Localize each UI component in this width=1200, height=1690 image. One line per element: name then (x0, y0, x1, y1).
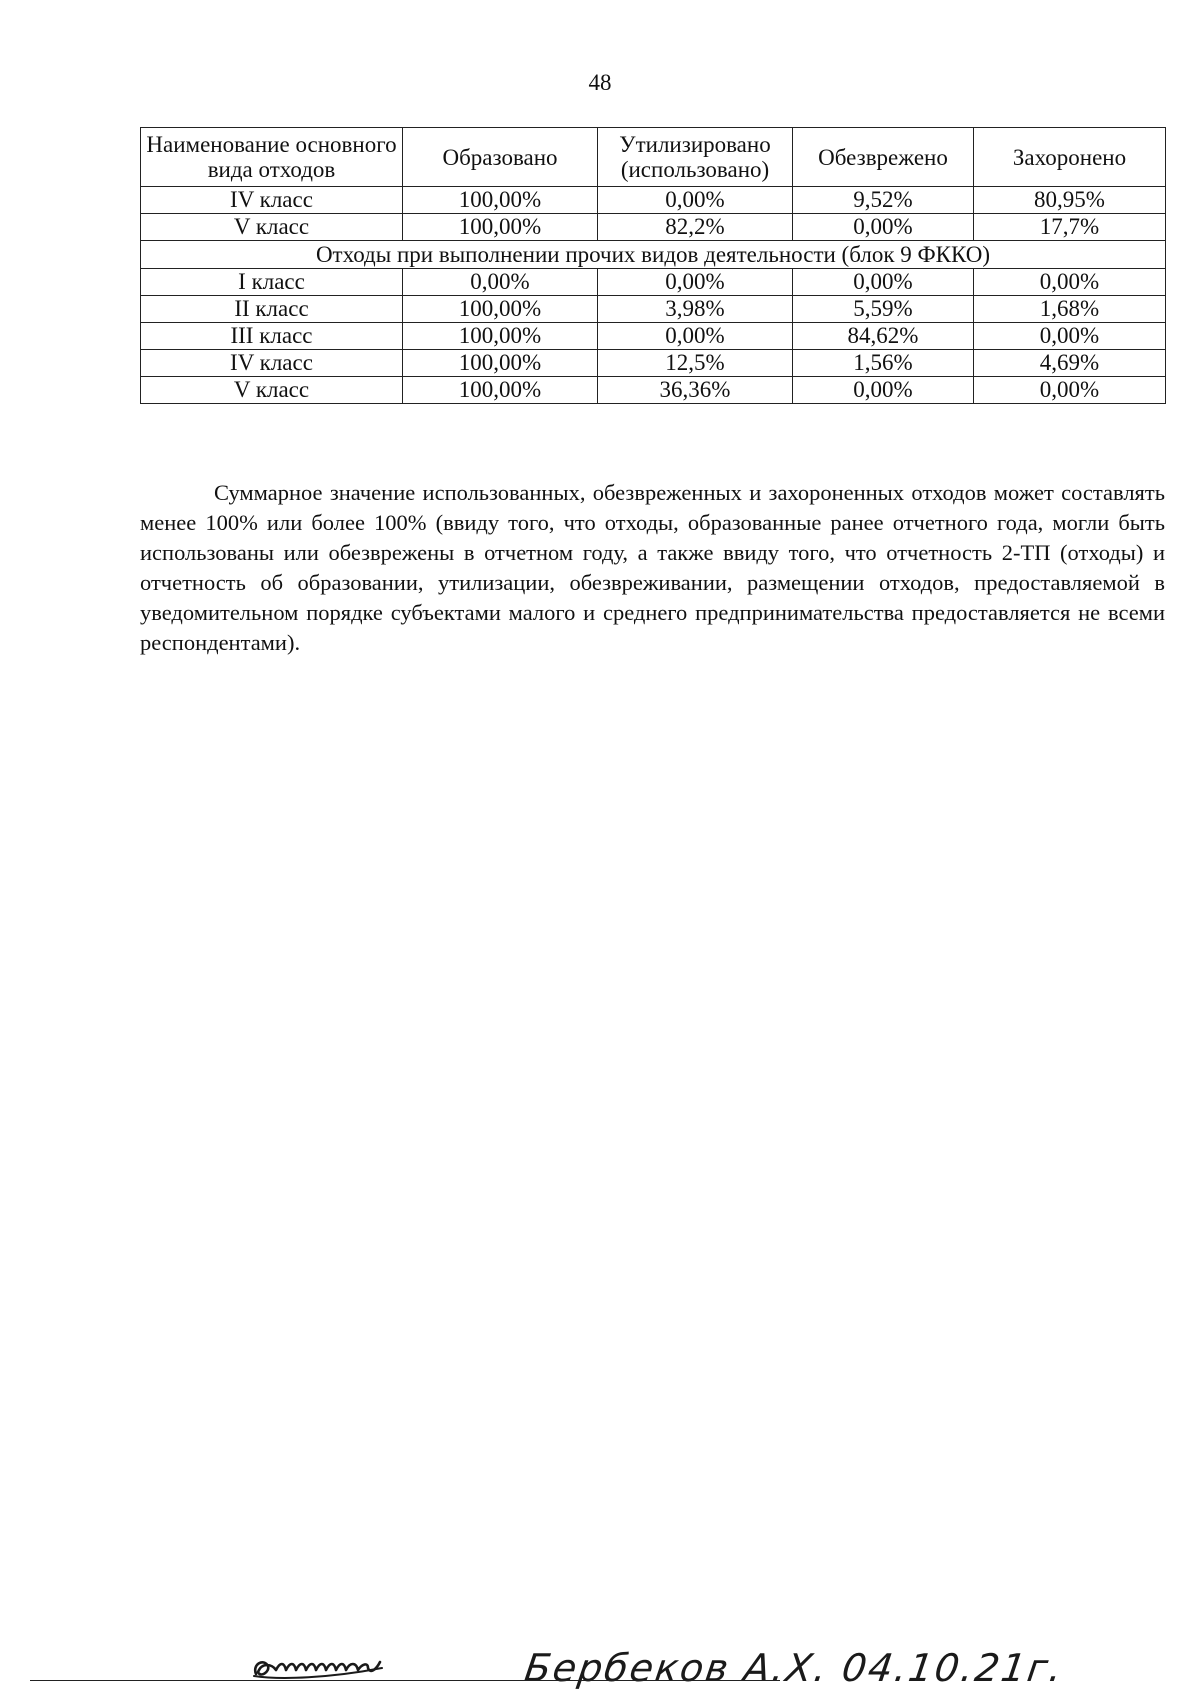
table-row (141, 323, 1166, 350)
table-row (141, 350, 1166, 377)
cell: 9,52% (793, 187, 974, 214)
cell: 4,69% (974, 350, 1166, 377)
cell: 100,00% (403, 377, 598, 404)
cell: 3,98% (598, 296, 793, 323)
cell: 36,36% (598, 377, 793, 404)
cell: 0,00% (793, 269, 974, 296)
cell: 82,2% (598, 214, 793, 241)
table-row (141, 296, 1166, 323)
cell: II класс (141, 296, 403, 323)
cell: I класс (141, 269, 403, 296)
cell: 5,59% (793, 296, 974, 323)
table-row (141, 269, 1166, 296)
section-title: Отходы при выполнении прочих видов деятельности (блок 9 ФККО) (141, 241, 1166, 269)
header-waste-type: Наименование основного вида отходов (141, 128, 403, 187)
bottom-rule (30, 1680, 780, 1681)
cell: III класс (141, 323, 403, 350)
handwritten-note: Бербеков А.Х. 04.10.21г. (521, 1646, 1067, 1690)
table-row (141, 377, 1166, 404)
table-row (141, 187, 1166, 214)
header-neutralized: Обезврежено (793, 128, 974, 187)
cell: 0,00% (974, 269, 1166, 296)
cell: 0,00% (974, 377, 1166, 404)
cell: 12,5% (598, 350, 793, 377)
table-header-row (141, 128, 1166, 187)
signature-area (250, 1648, 1130, 1688)
cell: 1,68% (974, 296, 1166, 323)
cell: 100,00% (403, 350, 598, 377)
handwritten-signature (250, 1648, 440, 1684)
cell: 100,00% (403, 187, 598, 214)
cell: 0,00% (598, 269, 793, 296)
cell: 80,95% (974, 187, 1166, 214)
header-utilized: Утилизировано (использовано) (598, 128, 793, 187)
cell: 17,7% (974, 214, 1166, 241)
cell: IV класс (141, 350, 403, 377)
cell: 100,00% (403, 296, 598, 323)
table-row (141, 214, 1166, 241)
cell: IV класс (141, 187, 403, 214)
cell: 0,00% (793, 214, 974, 241)
cell: 0,00% (974, 323, 1166, 350)
cell: V класс (141, 377, 403, 404)
cell: 0,00% (403, 269, 598, 296)
waste-statistics-table (140, 127, 1166, 404)
page-number: 48 (588, 70, 612, 95)
header-buried: Захоронено (974, 128, 1166, 187)
section-title-row (141, 241, 1166, 269)
cell: 0,00% (793, 377, 974, 404)
cell: 84,62% (793, 323, 974, 350)
cell: V класс (141, 214, 403, 241)
cell: 100,00% (403, 323, 598, 350)
cell: 1,56% (793, 350, 974, 377)
cell: 0,00% (598, 323, 793, 350)
cell: 0,00% (598, 187, 793, 214)
header-generated: Образовано (403, 128, 598, 187)
explanatory-paragraph: Суммарное значение использованных, обезвреженных и захороненных отходов может составлять менее 100% или более 100% (ввиду того, что отходы, образованные ранее отчетного года, могли быть использованы или обезврежены в отчетном году, а также ввиду того, что отчетность 2-ТП (отходы) и отчетность об образовании, утилизации, обезвреживании, размещении отходов, предоставляемой в уведомительном порядке субъектами малого и среднего предпринимательства предоставляется не всеми респондентами). (140, 480, 1165, 655)
cell: 100,00% (403, 214, 598, 241)
